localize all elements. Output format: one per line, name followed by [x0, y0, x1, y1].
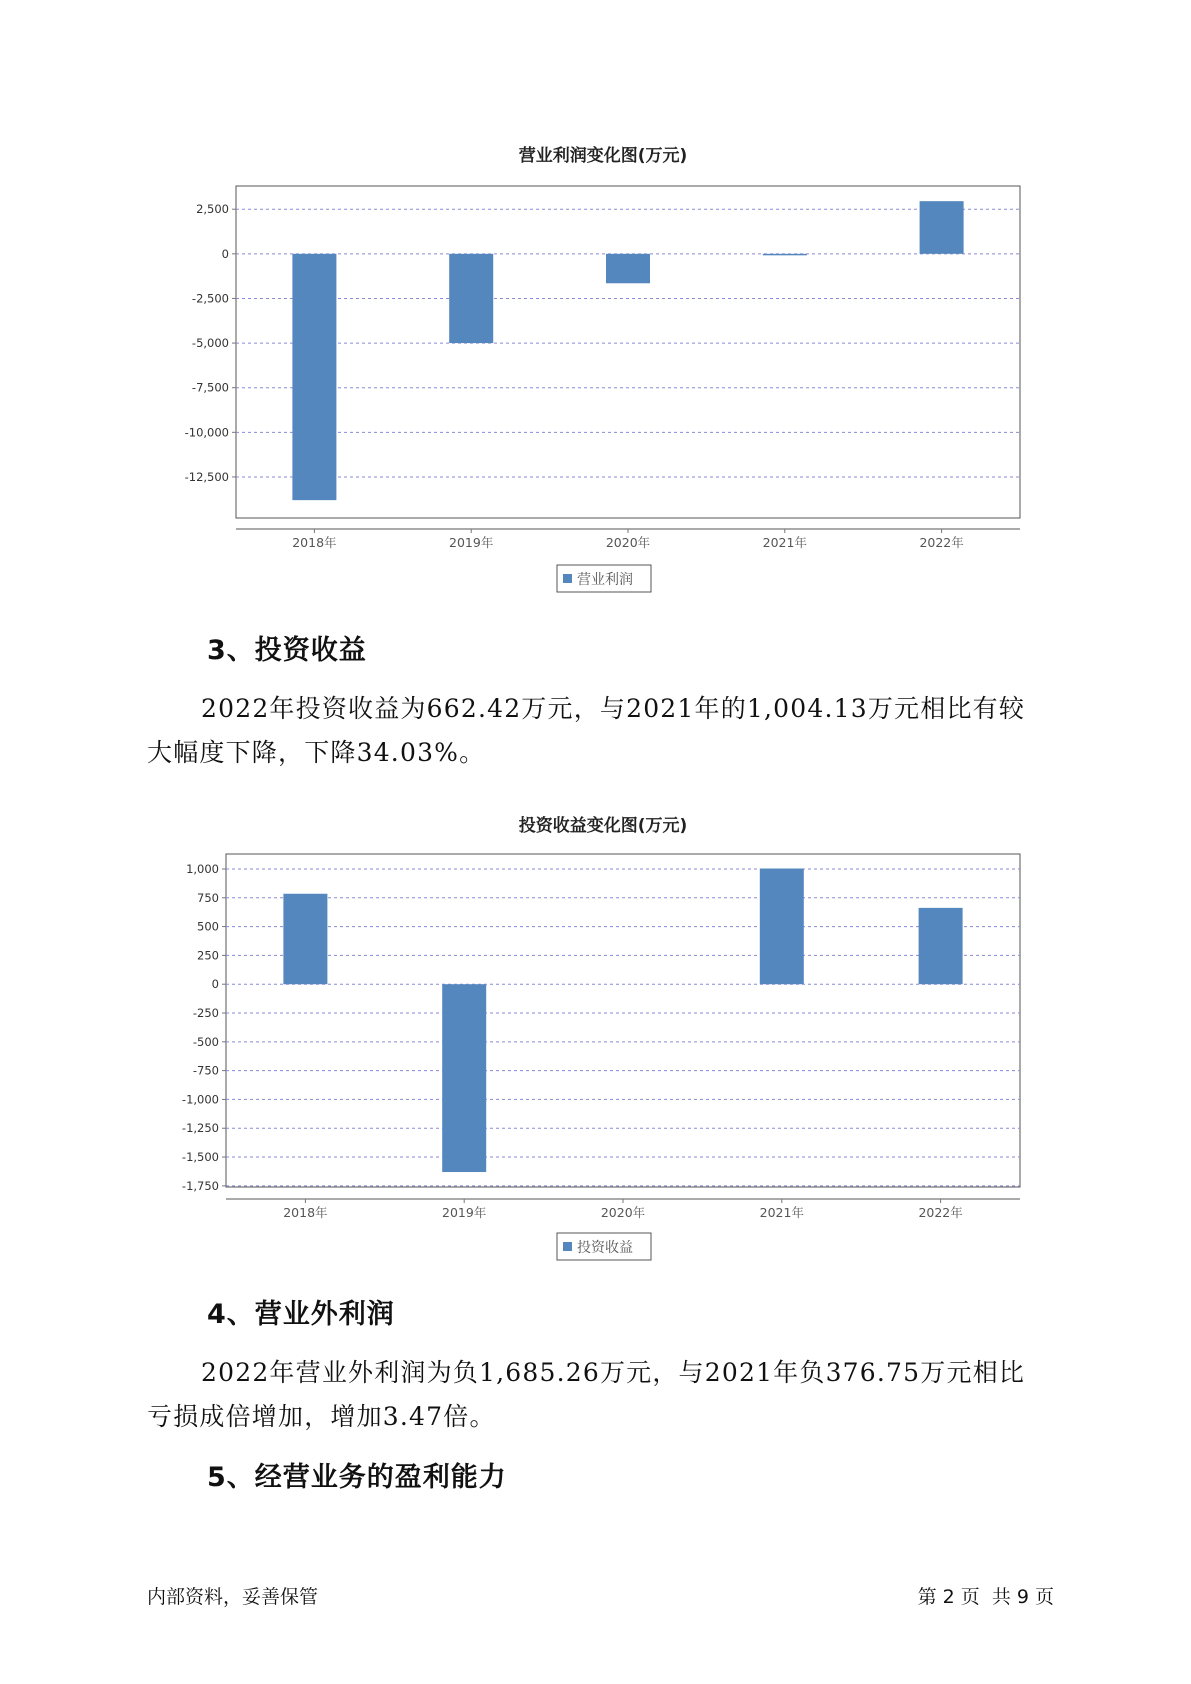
plot-area: [226, 854, 1020, 1187]
x-tick-label: 2020年: [600, 1205, 646, 1220]
bar: [763, 254, 807, 256]
x-tick-label: 2021年: [762, 535, 807, 550]
chart-title: 投资收益变化图(万元): [518, 816, 688, 836]
y-tick-label: -250: [192, 1006, 219, 1021]
chart-title: 营业利润变化图(万元): [518, 146, 688, 166]
legend-swatch: [563, 1242, 572, 1251]
y-tick-label: 2,500: [196, 202, 229, 217]
bar: [919, 908, 963, 984]
section-heading-nonoperating: 4、营业外利润: [207, 1299, 395, 1330]
plot-area: [236, 186, 1020, 518]
legend: [557, 1233, 651, 1260]
bar: [449, 254, 493, 343]
y-tick-label: -1,250: [181, 1121, 219, 1136]
x-tick-label: 2019年: [449, 535, 494, 550]
operating-profit-chart: [0, 135, 1191, 595]
footer-confidential-note: 内部资料，妥善保管: [147, 1586, 319, 1608]
y-tick-label: 1,000: [186, 861, 219, 876]
investment-income-chart: [0, 805, 1191, 1265]
footer-page-number: 第 2 页 共 9 页: [917, 1586, 1054, 1608]
x-tick-label: 2019年: [442, 1205, 487, 1220]
y-tick-label: -500: [192, 1034, 219, 1049]
y-tick-label: -1,750: [181, 1178, 219, 1193]
bar: [292, 254, 336, 500]
x-tick-label: 2021年: [759, 1205, 804, 1220]
bar: [442, 984, 486, 1172]
bar: [606, 254, 650, 283]
y-tick-label: 500: [197, 919, 219, 934]
y-tick-label: -750: [192, 1063, 219, 1078]
y-tick-label: -2,500: [191, 291, 229, 306]
y-tick-label: 0: [211, 977, 219, 992]
x-tick-label: 2022年: [918, 1205, 963, 1220]
y-tick-label: -12,500: [184, 469, 229, 484]
legend-swatch: [563, 574, 572, 583]
y-tick-label: -5,000: [191, 336, 229, 351]
section-heading-core-profitability: 5、经营业务的盈利能力: [207, 1462, 507, 1493]
bar: [760, 869, 804, 985]
x-tick-label: 2018年: [283, 1205, 328, 1220]
y-tick-label: -10,000: [184, 425, 229, 440]
legend: [557, 565, 651, 592]
x-tick-label: 2020年: [605, 535, 651, 550]
x-tick-label: 2018年: [292, 535, 337, 550]
legend-label: 投资收益: [577, 1240, 633, 1256]
y-tick-label: 0: [221, 246, 229, 261]
x-tick-label: 2022年: [919, 535, 964, 550]
y-tick-label: -7,500: [191, 380, 229, 395]
bar: [283, 894, 327, 984]
investment-paragraph: 2022年投资收益为662.42万元，与2021年的1,004.13万元相比有较大幅度下降，下降34.03%。: [147, 694, 1026, 767]
y-tick-label: 750: [197, 890, 219, 905]
nonoperating-paragraph: 2022年营业外利润为负1,685.26万元，与2021年负376.75万元相比亏损成倍增加，增加3.47倍。: [147, 1358, 1026, 1431]
y-tick-label: 250: [197, 948, 219, 963]
y-tick-label: -1,000: [181, 1092, 219, 1107]
section-heading-investment: 3、投资收益: [207, 635, 367, 666]
bar: [920, 201, 964, 254]
y-tick-label: -1,500: [181, 1150, 219, 1165]
legend-label: 营业利润: [577, 572, 633, 588]
